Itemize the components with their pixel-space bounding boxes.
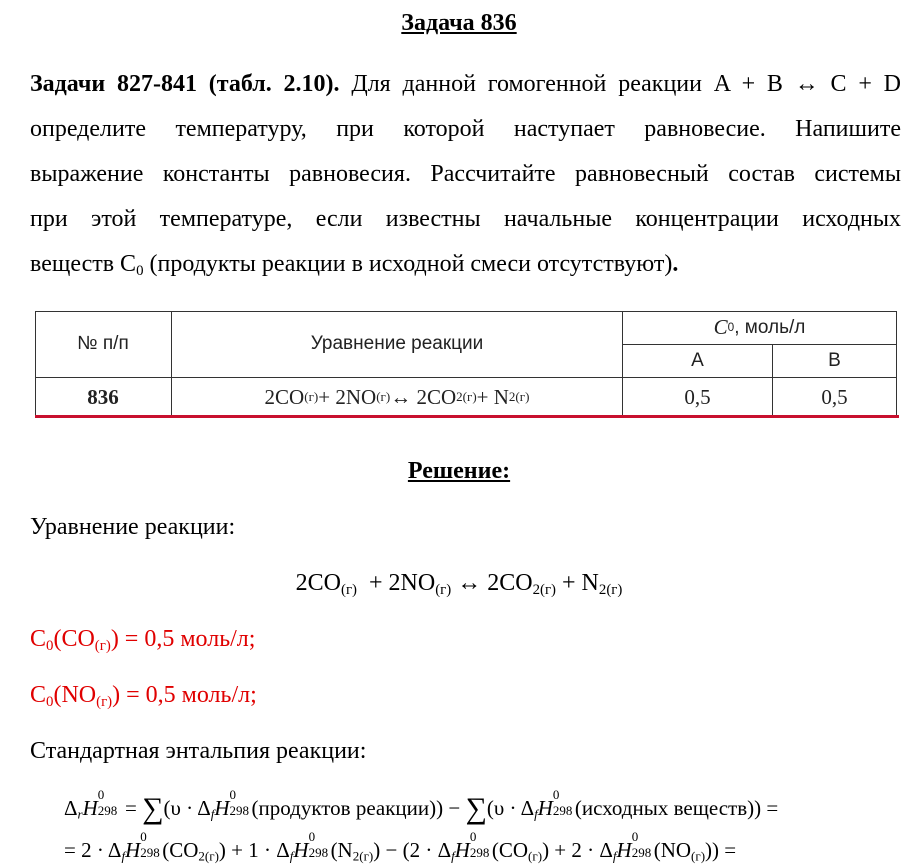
c0-sub: (г) bbox=[96, 694, 113, 711]
f-sub: f bbox=[210, 806, 215, 822]
f-sup: 0 bbox=[140, 829, 147, 844]
f-sub298: 298 bbox=[552, 803, 573, 818]
equation-label: Уравнение реакции: bbox=[30, 514, 236, 540]
reaction-sub: (г) bbox=[435, 582, 452, 599]
conc-symbol: C bbox=[713, 315, 728, 339]
f-sub298: 298 bbox=[308, 845, 329, 860]
f-H: H bbox=[214, 796, 230, 820]
header-b: B bbox=[828, 350, 841, 371]
eq-part: 2CO bbox=[264, 384, 305, 409]
f-sup: 0 bbox=[97, 787, 105, 802]
f-sup: 0 bbox=[469, 829, 477, 844]
solution-title: Решение: bbox=[407, 458, 511, 484]
f2-part: (CO bbox=[162, 838, 199, 862]
f-sub: r bbox=[77, 806, 83, 822]
statement-dot: . bbox=[672, 251, 679, 277]
row-a-value: 0,5 bbox=[684, 384, 711, 409]
f-H: H bbox=[293, 838, 309, 862]
c0-sub: (г) bbox=[94, 638, 111, 655]
f2-part: = 2 · Δ bbox=[64, 838, 122, 862]
f-minus: − bbox=[443, 796, 466, 820]
header-num: № п/п bbox=[77, 333, 129, 354]
problem-statement bbox=[30, 62, 901, 287]
reaction-part: 2CO bbox=[295, 570, 341, 596]
f-sup: 0 bbox=[229, 787, 237, 802]
statement-text-5a: веществ C bbox=[30, 251, 137, 277]
c0-co-line bbox=[30, 626, 255, 653]
statement-line-1 bbox=[30, 62, 901, 107]
enthalpy-formula-2 bbox=[64, 829, 737, 864]
f-end: = bbox=[761, 796, 779, 820]
f-sup: 0 bbox=[631, 829, 639, 844]
row-equation: 2CO (г) + 2NO (г) ↔ 2CO 2(г) + N 2(г) bbox=[264, 384, 530, 409]
statement-line-5 bbox=[30, 242, 901, 287]
f2-part: (NO bbox=[653, 838, 692, 862]
statement-bold-label: Задачи 827-841 (табл. 2.10). bbox=[30, 71, 340, 97]
f-sub: f bbox=[289, 848, 294, 864]
reaction-sub: 2(г) bbox=[532, 582, 557, 599]
page-title: Задача 836 bbox=[401, 10, 517, 36]
f2-part: ) + 2 · Δ bbox=[542, 838, 613, 862]
sum-symbol: ∑ bbox=[465, 792, 487, 825]
f-delta: Δ bbox=[64, 796, 78, 820]
data-table bbox=[35, 311, 897, 418]
f2-part: (CO bbox=[491, 838, 529, 862]
f2-sub: 2(г) bbox=[352, 848, 374, 864]
f-sup: 0 bbox=[552, 787, 560, 802]
c0-part: C bbox=[30, 626, 47, 652]
statement-line-3: выражение константы равновесия. Рассчитайте равновесный состав системы bbox=[30, 161, 901, 187]
f2-part: (N bbox=[330, 838, 353, 862]
f-H: H bbox=[82, 796, 98, 820]
eq-part: + N bbox=[476, 384, 509, 409]
statement-text-1: Для данной гомогенной реакции A + B ↔ C + D bbox=[339, 71, 901, 97]
enthalpy-label: Стандартная энтальпия реакции: bbox=[30, 738, 367, 764]
header-equation: Уравнение реакции bbox=[310, 333, 484, 354]
c0-part: (CO bbox=[53, 626, 95, 652]
f-H: H bbox=[125, 838, 141, 862]
table-red-rule bbox=[35, 415, 899, 418]
f2-part: )) = bbox=[705, 838, 737, 862]
f-reactants: (исходных веществ) bbox=[574, 796, 755, 820]
row-num: 836 bbox=[87, 384, 119, 409]
sum-symbol: ∑ bbox=[142, 792, 164, 825]
f-sup: 0 bbox=[308, 829, 316, 844]
reaction-part: + N bbox=[556, 570, 599, 596]
f-eq: = bbox=[119, 796, 143, 820]
f-sub298: 298 bbox=[631, 845, 652, 860]
conc-unit: , моль/л bbox=[734, 316, 806, 338]
f-H: H bbox=[537, 796, 553, 820]
f-sub298: 298 bbox=[97, 803, 118, 818]
c0-sub: 0 bbox=[46, 638, 54, 655]
reaction-sub: (г) bbox=[340, 582, 357, 599]
c0-part: ) = 0,5 моль/л; bbox=[112, 682, 257, 708]
f2-part: ) − (2 · Δ bbox=[373, 838, 452, 862]
c0-part: ) = 0,5 моль/л; bbox=[110, 626, 256, 652]
f-products: (продуктов реакции) bbox=[251, 796, 437, 820]
f-close: ) bbox=[436, 796, 444, 820]
f-sub298: 298 bbox=[140, 845, 160, 860]
statement-sub: 0 bbox=[136, 263, 144, 280]
reaction-sub: 2(г) bbox=[598, 582, 623, 599]
statement-line-4: при этой температуре, если известны начальные концентрации исходных bbox=[30, 206, 901, 232]
f2-sub: (г) bbox=[528, 848, 543, 864]
f-H: H bbox=[454, 838, 470, 862]
f-sub298: 298 bbox=[469, 845, 490, 860]
row-b-value: 0,5 bbox=[821, 384, 848, 409]
f-sub: f bbox=[612, 848, 617, 864]
reaction-equation bbox=[0, 570, 918, 597]
f-part: (υ · Δ bbox=[163, 796, 211, 820]
reaction-part: + 2NO bbox=[357, 570, 436, 596]
eq-part: + 2NO bbox=[318, 384, 377, 409]
f-sub: f bbox=[451, 848, 455, 864]
c0-part: C bbox=[30, 682, 47, 708]
f-H: H bbox=[616, 838, 632, 862]
c0-part: (NO bbox=[53, 682, 97, 708]
header-concentration: C 0 , моль/л bbox=[713, 315, 806, 339]
f-sub: f bbox=[121, 848, 126, 864]
statement-text-5b: (продукты реакции в исходной смеси отсутствуют) bbox=[143, 251, 673, 277]
f2-part: ) + 1 · Δ bbox=[218, 838, 290, 862]
f-part: (υ · Δ bbox=[486, 796, 535, 820]
statement-line-2: определите температуру, при которой наступает равновесие. Напишите bbox=[30, 116, 901, 142]
reaction-part: ↔ 2CO bbox=[451, 570, 533, 596]
c0-no-line bbox=[30, 682, 257, 709]
f2-sub: 2(г) bbox=[198, 848, 219, 864]
f2-sub: (г) bbox=[691, 848, 706, 864]
enthalpy-formula-1 bbox=[64, 787, 779, 826]
f-sub298: 298 bbox=[229, 803, 250, 818]
eq-part: ↔ 2CO bbox=[390, 384, 457, 409]
f-sub: f bbox=[534, 806, 538, 822]
f-close: ) bbox=[754, 796, 762, 820]
c0-sub: 0 bbox=[46, 694, 54, 711]
header-a: A bbox=[691, 350, 704, 371]
